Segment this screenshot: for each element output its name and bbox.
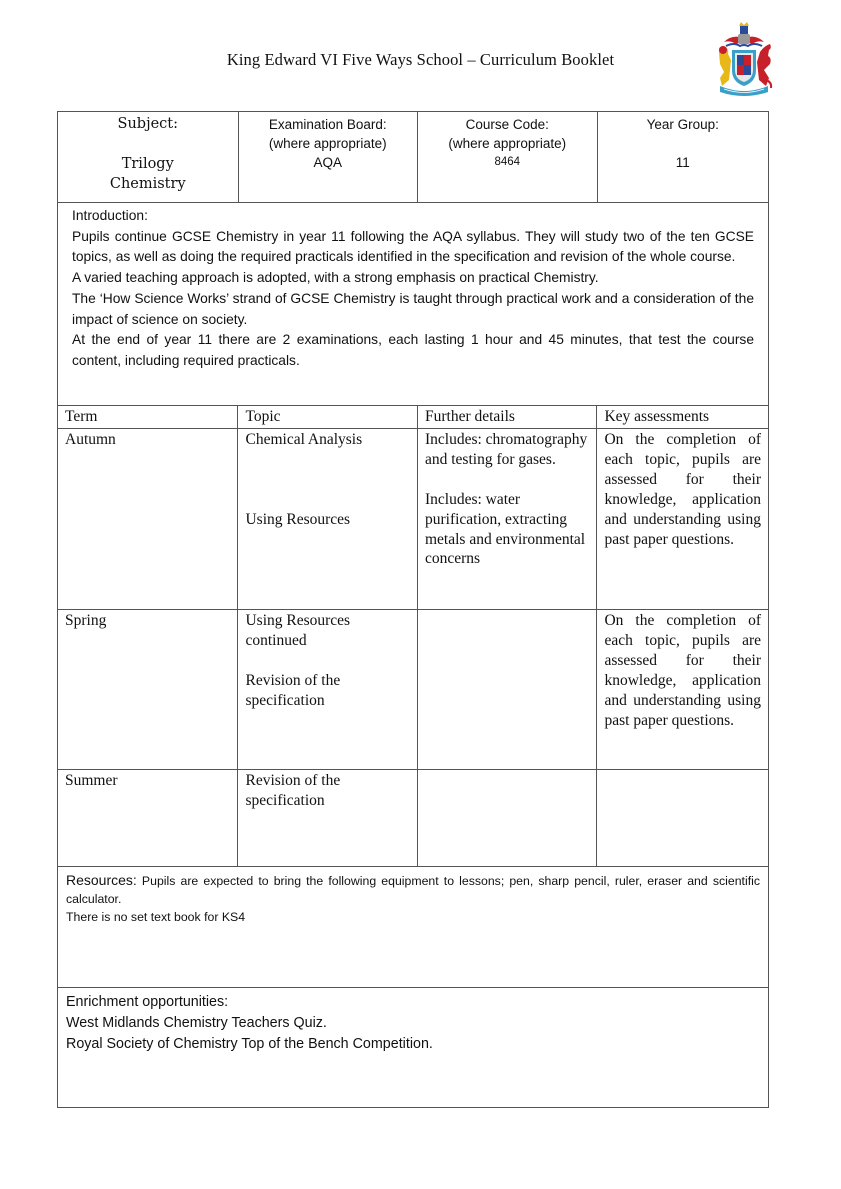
year-group-value: 11 <box>675 155 690 170</box>
topic-item: Chemical Analysis <box>245 431 363 448</box>
details-cell <box>418 770 598 866</box>
details-item: Includes: water purification, extracting metals and environmental concerns <box>424 490 586 568</box>
assessment-cell <box>597 770 768 866</box>
details-cell <box>418 610 598 769</box>
subject-value-line1: Trilogy <box>121 156 174 172</box>
document-header-title: King Edward VI Five Ways School – Curriculum Booklet <box>226 50 615 69</box>
introduction-paragraph: A varied teaching approach is adopted, with a strong emphasis on practical Chemistry. <box>72 270 599 286</box>
enrichment-item: West Midlands Chemistry Teachers Quiz. <box>66 1015 327 1031</box>
column-header-topic: Topic <box>238 406 418 428</box>
introduction-paragraph: At the end of year 11 there are 2 examinations, each lasting 1 hour and 45 minutes, that test the course content, including required practicals. <box>72 332 754 368</box>
year-group-label: Year Group: <box>646 117 719 132</box>
exam-board-cell <box>239 112 419 202</box>
resources-text: Pupils are expected to bring the following equipment to lessons; pen, sharp pencil, ruler, eraser and scientific calculator. <box>66 874 760 906</box>
term-cell: Summer <box>58 770 238 866</box>
exam-board-label: Examination Board: <box>268 117 387 132</box>
exam-board-note: (where appropriate) <box>268 136 387 151</box>
subject-value-line2: Chemistry <box>109 176 186 192</box>
enrichment-item: Royal Society of Chemistry Top of the Bench Competition. <box>66 1036 433 1052</box>
subject-label: Subject: <box>117 116 178 132</box>
introduction-section <box>58 202 768 405</box>
assessment-cell: On the completion of each topic, pupils are assessed for their knowledge, application and understanding using past paper questions. <box>604 612 761 729</box>
course-code-label: Course Code: <box>465 117 549 132</box>
course-info-row <box>58 111 768 202</box>
enrichment-label: Enrichment opportunities: <box>66 994 229 1010</box>
introduction-paragraph: The ‘How Science Works’ strand of GCSE Chemistry is taught through practical work and a consideration of the impact of science on society. <box>72 290 754 327</box>
term-table <box>58 405 768 866</box>
subject-cell <box>58 112 239 202</box>
table-row <box>58 609 768 769</box>
topic-cell <box>238 429 418 609</box>
table-header-row <box>58 405 768 428</box>
introduction-paragraph: Pupils continue GCSE Chemistry in year 11 following the AQA syllabus. They will study two of the ten GCSE topics, as well as doing the required practicals identified in the specification and revision of the whole course. <box>72 228 754 265</box>
term-cell: Spring <box>58 610 238 769</box>
topic-item: Revision of the specification <box>245 772 341 809</box>
topic-cell <box>238 770 418 866</box>
table-row <box>58 428 768 609</box>
column-header-term: Term <box>58 406 238 428</box>
year-group-cell <box>598 112 769 202</box>
details-cell <box>418 429 598 609</box>
column-header-further-details: Further details <box>418 406 598 428</box>
resources-label: Resources: <box>66 872 137 888</box>
topic-item: Revision of the specification <box>245 671 341 709</box>
topic-item: Using Resources <box>245 510 351 528</box>
assessment-cell: On the completion of each topic, pupils are assessed for their knowledge, application and understanding using past paper questions. <box>604 431 761 548</box>
course-code-value: 8464 <box>494 156 521 168</box>
table-row <box>58 769 768 866</box>
topic-item: Using Resources continued <box>245 612 351 649</box>
exam-board-value: AQA <box>313 155 342 170</box>
curriculum-sheet <box>57 111 769 1108</box>
term-cell: Autumn <box>58 429 238 609</box>
school-crest-icon <box>714 20 774 100</box>
resources-note: There is no set text book for KS4 <box>66 910 246 924</box>
enrichment-section <box>58 987 768 1107</box>
course-code-note: (where appropriate) <box>448 136 567 151</box>
column-header-key-assessments: Key assessments <box>604 408 710 425</box>
details-item: Includes: chromatography and testing for gases. <box>424 431 588 468</box>
resources-section <box>58 866 768 987</box>
topic-cell <box>238 610 418 769</box>
introduction-label: Introduction: <box>72 208 148 223</box>
course-code-cell <box>418 112 598 202</box>
